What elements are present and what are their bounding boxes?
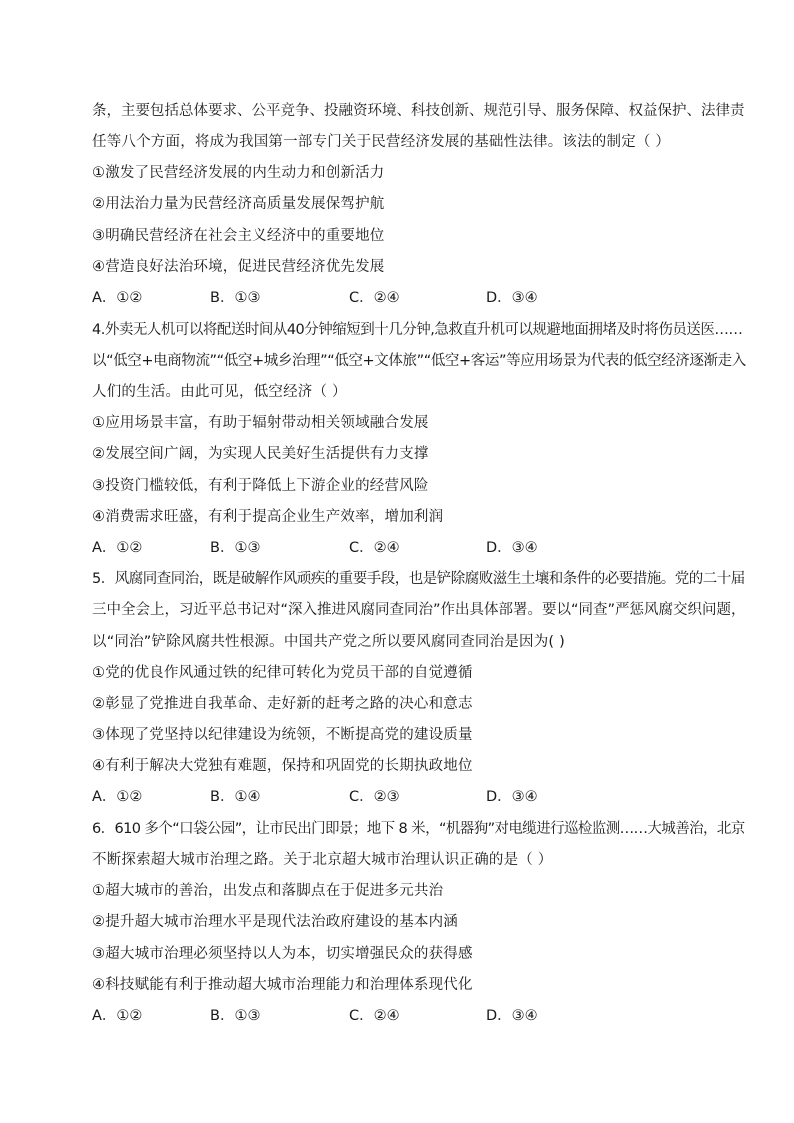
question-5-option: ③体现了党坚持以纪律建设为统领，不断提高党的建设质量 <box>92 727 473 743</box>
answer-choice-a: A．①② <box>92 540 143 556</box>
answer-choice-c: C．②④ <box>349 290 400 306</box>
question-4-stem-line: 以“低空+电商物流”“低空+城乡治理”“低空+文体旅”“低空+客运”等应用场景为代表的低空经济逐渐走入 <box>92 353 746 369</box>
question-3-option: ②用法治力量为民营经济高质量发展保驾护航 <box>92 196 385 212</box>
question-3-stem-line: 任等八个方面，将成为我国第一部专门关于民营经济发展的基础性法律。该法的制定（ ） <box>92 134 671 150</box>
answer-choice-a: A．①② <box>92 290 143 306</box>
question-4-stem-line: 人们的生活。由此可见，低空经济（ ） <box>92 384 347 400</box>
answer-choice-d: D．③④ <box>486 290 538 306</box>
answer-choice-b: B．①③ <box>210 540 261 556</box>
question-4-option: ①应用场景丰富，有助于辐射带动相关领域融合发展 <box>92 415 429 431</box>
question-4-option: ④消费需求旺盛，有利于提高企业生产效率，增加利润 <box>92 509 444 525</box>
question-3-stem-line: 条，主要包括总体要求、公平竞争、投融资环境、科技创新、规范引导、服务保障、权益保护、法律责 <box>92 103 745 119</box>
answer-choice-b: B．①④ <box>210 789 261 805</box>
question-5-stem-line: 5．风腐同查同治，既是破解作风顽疾的重要手段，也是铲除腐败滋生土壤和条件的必要措施。党的二十届 <box>92 571 745 587</box>
question-6-option: ④科技赋能有利于推动超大城市治理能力和治理体系现代化 <box>92 977 473 993</box>
question-6-option: ③超大城市治理必须坚持以人为本，切实增强民众的获得感 <box>92 946 473 962</box>
answer-choice-b: B．①③ <box>210 1008 261 1024</box>
question-4-option: ②发展空间广阔，为实现人民美好生活提供有力支撑 <box>92 446 429 462</box>
question-6-stem-line: 6．610 多个“口袋公园”，让市民出门即景；地下 8 米，“机器狗”对电缆进行巡检监测……大城善治，北京 <box>92 821 745 837</box>
answer-choice-c: C．②③ <box>349 789 400 805</box>
question-3-option: ③明确民营经济在社会主义经济中的重要地位 <box>92 228 385 244</box>
question-5-option: ④有利于解决大党独有难题，保持和巩固党的长期执政地位 <box>92 758 473 774</box>
answer-choice-a: A．①② <box>92 789 143 805</box>
question-5-option: ②彰显了党推进自我革命、走好新的赶考之路的决心和意志 <box>92 696 473 712</box>
question-5-stem-line: 三中全会上，习近平总书记对“深入推进风腐同查同治”作出具体部署。要以“同查”严惩风腐交织问题， <box>92 602 746 618</box>
answer-choice-b: B．①③ <box>210 290 261 306</box>
answer-choice-d: D．③④ <box>486 789 538 805</box>
question-4-stem-line: 4.外卖无人机可以将配送时间从40分钟缩短到十几分钟,急救直升机可以规避地面拥堵及时将伤员送医…… <box>92 322 743 338</box>
question-6-stem-line: 不断探索超大城市治理之路。关于北京超大城市治理认识正确的是（ ） <box>92 852 553 868</box>
question-4-option: ③投资门槛较低，有利于降低上下游企业的经营风险 <box>92 478 429 494</box>
question-6-option: ①超大城市的善治，出发点和落脚点在于促进多元共治 <box>92 883 444 899</box>
question-3-option: ④营造良好法治环境，促进民营经济优先发展 <box>92 259 385 275</box>
answer-choice-d: D．③④ <box>486 1008 538 1024</box>
question-6-option: ②提升超大城市治理水平是现代法治政府建设的基本内涵 <box>92 914 458 930</box>
answer-choice-a: A．①② <box>92 1008 143 1024</box>
answer-choice-d: D．③④ <box>486 540 538 556</box>
question-5-option: ①党的优良作风通过铁的纪律可转化为党员干部的自觉遵循 <box>92 665 473 681</box>
question-3-option: ①激发了民营经济发展的内生动力和创新活力 <box>92 165 385 181</box>
question-5-stem-line: 以“同治”铲除风腐共性根源。中国共产党之所以要风腐同查同治是因为( ) <box>92 634 565 650</box>
answer-choice-c: C．②④ <box>349 1008 400 1024</box>
answer-choice-c: C．②④ <box>349 540 400 556</box>
